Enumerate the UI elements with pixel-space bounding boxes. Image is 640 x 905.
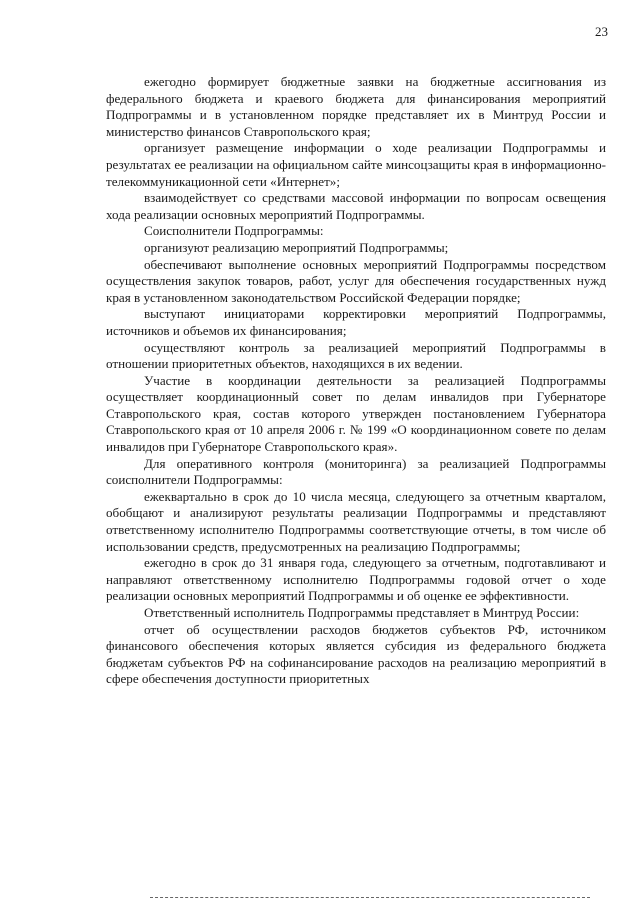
paragraph-monitoring: Для оперативного контроля (мониторинга) за реализацией Подпрограммы соисполнители Подпрограммы: bbox=[106, 455, 606, 488]
paragraph-annual-report: ежегодно в срок до 31 января года, следующего за отчетным, подготавливают и направляют ответственному исполнителю Подпрограммы годовой отчет о ходе реализации основных мероприятий Подпрограммы и об оценке ее эффективности. bbox=[106, 555, 606, 604]
paragraph-coordination-council: Участие в координации деятельности за реализацией Подпрограммы осуществляет координационный совет по делам инвалидов при Губернаторе Ставропольского края, состав которого утвержден постановлением Губернатора Ставропольского края от 10 апреля 2006 г. № 199 «О координационном совете по делам инвалидов при Губернаторе Ставропольского края». bbox=[106, 372, 606, 455]
footer-divider bbox=[150, 897, 590, 898]
paragraph-coexecutors-heading: Соисполнители Подпрограммы: bbox=[144, 223, 324, 239]
paragraph-media-interaction: взаимодействует со средствами массовой информации по вопросам освещения хода реализации основных мероприятий Подпрограммы. bbox=[106, 190, 606, 222]
paragraph-responsible-executor: Ответственный исполнитель Подпрограммы представляет в Минтруд России: bbox=[144, 605, 580, 620]
paragraph-procurement: обеспечивают выполнение основных мероприятий Подпрограммы посредством осуществления закупок товаров, работ, услуг для обеспечения государственных нужд края в установленном законодательством Российской Федерации порядке; bbox=[106, 256, 606, 305]
document-body bbox=[106, 74, 606, 688]
paragraph-info-publication: организует размещение информации о ходе реализации Подпрограммы и результатах ее реализации на официальном сайте минсоцзащиты края в информационно-телекоммуникационной сети «Интернет»; bbox=[106, 140, 606, 189]
page-number: 23 bbox=[595, 24, 608, 39]
paragraph-budget-requests: ежегодно формирует бюджетные заявки на бюджетные ассигнования из федерального бюджета и краевого бюджета для финансирования мероприятий Подпрограммы и в установленном порядке представляет их в Минтруд России и министерство финансов Ставропольского края; bbox=[106, 74, 606, 139]
paragraph-quarterly-reports: ежеквартально в срок до 10 числа месяца, следующего за отчетным кварталом, обобщают и анализируют результаты реализации Подпрограммы и представляют ответственному исполнителю Подпрограммы соответствующие отчеты, в том числе об использовании средств, предусмотренных на реализацию Подпрограммы; bbox=[106, 488, 606, 554]
paragraph-control: осуществляют контроль за реализацией мероприятий Подпрограммы в отношении приоритетных объектов, находящихся в их ведении. bbox=[106, 339, 606, 372]
paragraph-adjustment-initiators: выступают инициаторами корректировки мероприятий Подпрограммы, источников и объемов их финансирования; bbox=[106, 306, 606, 338]
paragraph-organize-events: организуют реализацию мероприятий Подпрограммы; bbox=[144, 239, 449, 255]
paragraph-expense-report: отчет об осуществлении расходов бюджетов субъектов РФ, источником финансового обеспечения которых является субсидия из федерального бюджета бюджетам субъектов РФ на софинансирование расходов на реализацию мероприятий в сфере обеспечения доступности приоритетных bbox=[106, 621, 606, 687]
